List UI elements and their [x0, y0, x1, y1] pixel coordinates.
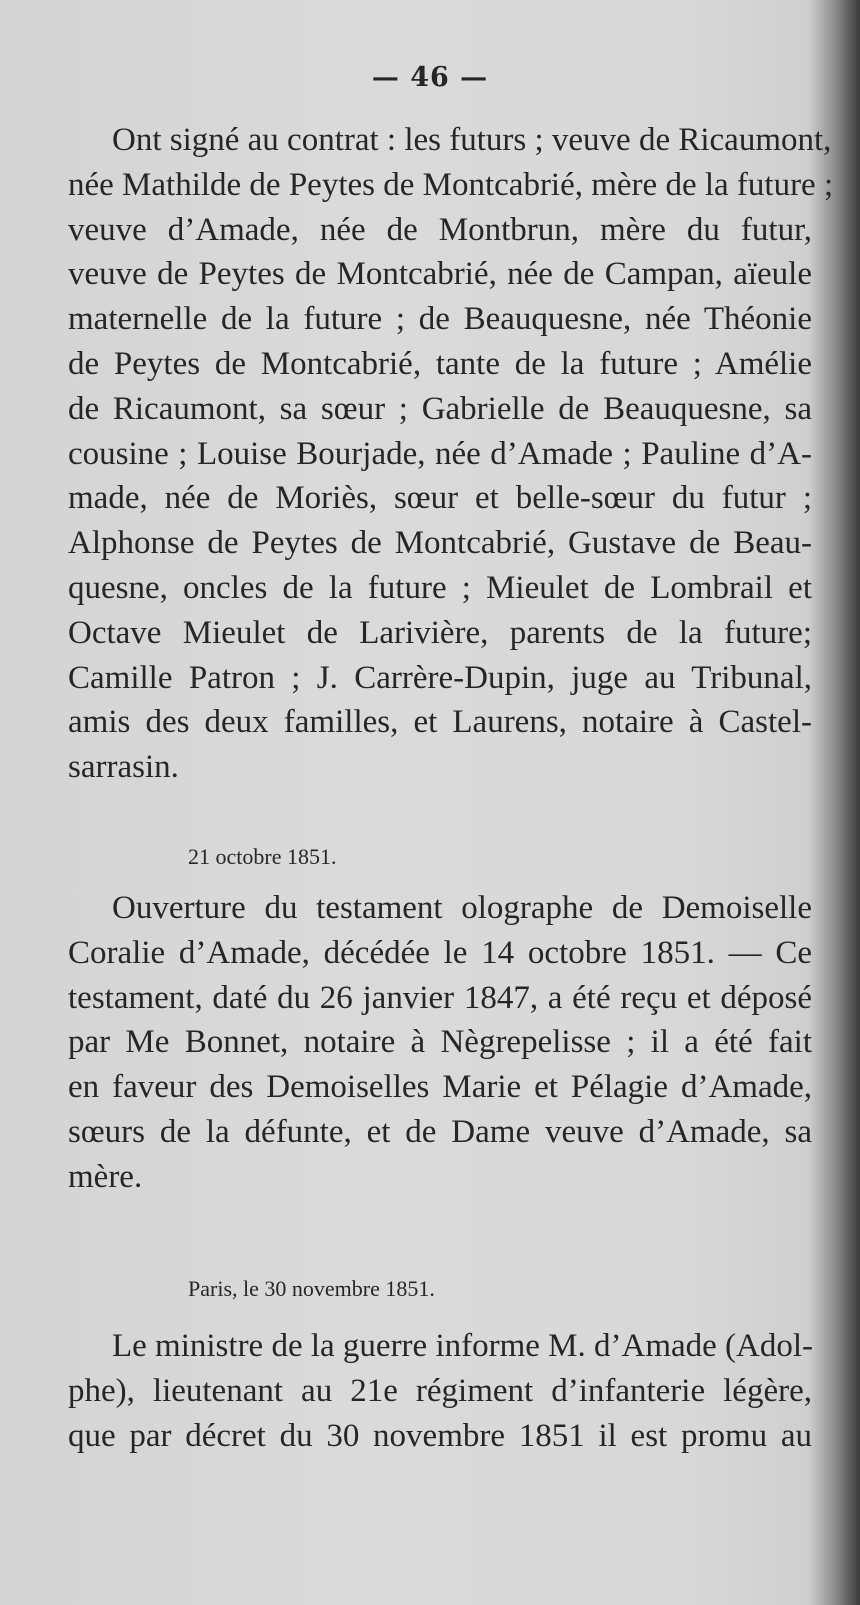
- text-line: Octave Mieulet de Larivière, parents de la future;: [68, 614, 812, 651]
- entry-dateline: 21 octobre 1851.: [188, 844, 337, 869]
- text-line: de Ricaumont, sa sœur ; Gabrielle de Beauquesne, sa: [68, 390, 812, 427]
- page-number: — 46 —: [371, 62, 489, 93]
- text-line: mère.: [68, 1158, 143, 1195]
- text-line: veuve de Peytes de Montcabrié, née de Campan, aïeule: [68, 256, 812, 293]
- text-line: Le ministre de la guerre informe M. d’Amade (Adol-: [112, 1328, 814, 1364]
- ministry-paragraph: [68, 1324, 812, 1458]
- text-line: Ont signé au contrat : les futurs ; veuve de Ricaumont,: [112, 122, 832, 158]
- contract-signatories-paragraph: [68, 118, 834, 790]
- text-line: sarrasin.: [68, 749, 179, 786]
- text-line: veuve d’Amade, née de Montbrun, mère du futur,: [68, 211, 812, 248]
- text-line: phe), lieutenant au 21e régiment d’infanterie légère,: [68, 1372, 812, 1409]
- text-line: que par décret du 30 novembre 1851 il est promu au: [68, 1417, 812, 1454]
- entry-dateline: Paris, le 30 novembre 1851.: [188, 1276, 435, 1301]
- text-line: en faveur des Demoiselles Marie et Pélagie d’Amade,: [68, 1069, 812, 1106]
- text-line: sœurs de la défunte, et de Dame veuve d’Amade, sa: [68, 1113, 812, 1150]
- text-line: née Mathilde de Peytes de Montcabrié, mère de la future ;: [68, 166, 834, 203]
- text-line: quesne, oncles de la future ; Mieulet de Lombrail et: [68, 569, 812, 606]
- text-line: testament, daté du 26 janvier 1847, a été reçu et déposé: [68, 979, 812, 1016]
- testament-paragraph: [68, 886, 812, 1200]
- text-line: cousine ; Louise Bourjade, née d’Amade ; Pauline d’A-: [68, 435, 812, 472]
- text-line: Coralie d’Amade, décédée le 14 octobre 1851. — Ce: [68, 934, 812, 971]
- text-line: Alphonse de Peytes de Montcabrié, Gustave de Beau-: [68, 525, 812, 562]
- text-line: Camille Patron ; J. Carrère-Dupin, juge au Tribunal,: [68, 659, 812, 696]
- text-line: par Me Bonnet, notaire à Nègrepelisse ; il a été fait: [68, 1024, 812, 1061]
- text-line: de Peytes de Montcabrié, tante de la future ; Amélie: [68, 345, 812, 382]
- text-line: made, née de Moriès, sœur et belle-sœur du futur ;: [68, 480, 812, 517]
- text-line: amis des deux familles, et Laurens, notaire à Castel-: [68, 704, 812, 741]
- text-line: maternelle de la future ; de Beauquesne, née Théonie: [68, 301, 812, 338]
- text-line: Ouverture du testament olographe de Demoiselle: [112, 890, 812, 926]
